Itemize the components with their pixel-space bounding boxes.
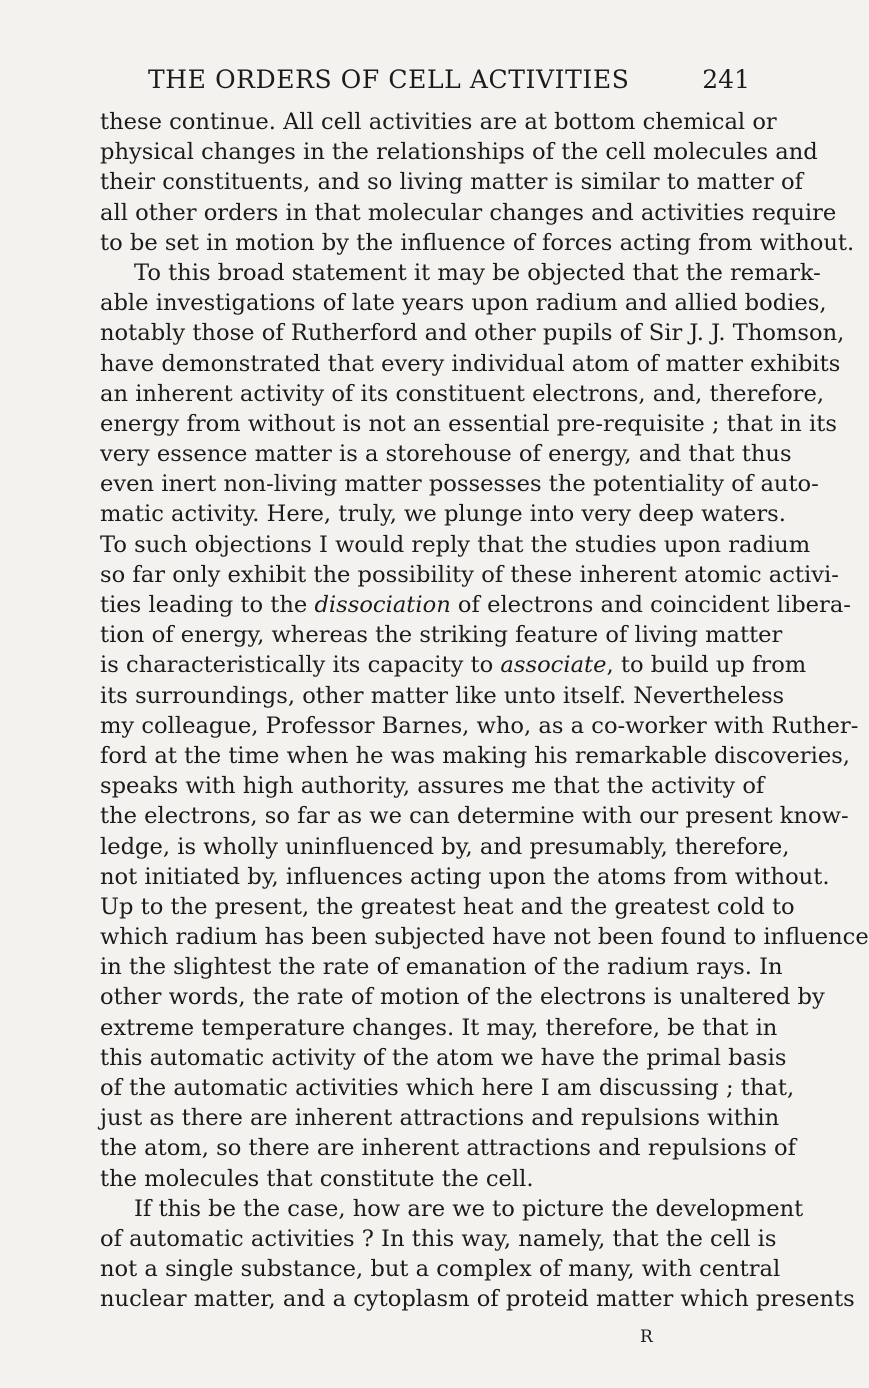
text-line-with-italic: ties leading to the dissociation of electrons and coincident libera-	[100, 592, 851, 618]
text-line: my colleague, Professor Barnes, who, as a co-worker with Ruther-	[100, 712, 859, 739]
text-line: all other orders in that molecular changes and activities require	[100, 199, 837, 226]
text-line: To this broad statement it may be objected that the remark-	[134, 259, 821, 286]
text-line: these continue. All cell activities are at bottom chemical or	[100, 109, 777, 135]
text-line: extreme temperature changes. It may, therefore, be that in	[100, 1014, 778, 1041]
text-line: energy from without is not an essential pre-requisite ; that in its	[100, 410, 837, 437]
text-line: which radium has been subjected have not been found to influence	[100, 924, 869, 951]
text-line: other words, the rate of motion of the electrons is unaltered by	[100, 984, 825, 1011]
text-line: If this be the case, how are we to picture the development	[134, 1195, 804, 1222]
text-line: speaks with high authority, assures me that the activity of	[100, 773, 765, 800]
page-header	[100, 62, 750, 98]
text-line: of the automatic activities which here I am discussing ; that,	[100, 1075, 795, 1101]
text-line: its surroundings, other matter like unto itself. Nevertheless	[100, 682, 785, 709]
italic-term-associate: associate	[500, 652, 607, 679]
text-line: an inherent activity of its constituent electrons, and, therefore,	[100, 380, 825, 407]
text-line: the molecules that constitute the cell.	[100, 1165, 534, 1192]
text-line: ford at the time when he was making his remarkable discoveries,	[100, 742, 850, 769]
text-line: have demonstrated that every individual atom of matter exhibits	[100, 350, 841, 377]
body-text	[100, 107, 869, 1315]
text-line: nuclear matter, and a cytoplasm of proteid matter which presents	[100, 1286, 855, 1313]
text-line: this automatic activity of the atom we have the primal basis	[100, 1044, 787, 1071]
text-line: even inert non-living matter possesses the potentiality of auto-	[100, 471, 819, 498]
text-line: tion of energy, whereas the striking feature of living matter	[100, 622, 783, 649]
running-head: THE ORDERS OF CELL ACTIVITIES	[148, 65, 630, 94]
text-line: matic activity. Here, truly, we plunge into very deep waters.	[100, 501, 786, 528]
text-line: in the slightest the rate of emanation of the radium rays. In	[100, 954, 783, 981]
text-line: the electrons, so far as we can determine with our present know-	[100, 803, 849, 830]
text-line: Up to the present, the greatest heat and the greatest cold to	[100, 893, 795, 920]
text-line: ledge, is wholly uninfluenced by, and presumably, therefore,	[100, 833, 790, 860]
text-line: physical changes in the relationships of the cell molecules and	[100, 139, 818, 166]
text-line: very essence matter is a storehouse of energy, and that thus	[100, 441, 792, 468]
text-line: of automatic activities ? In this way, namely, that the cell is	[100, 1225, 777, 1252]
text-line: to be set in motion by the influence of forces acting from without.	[100, 229, 855, 256]
text-line: not initiated by, influences acting upon the atoms from without.	[100, 863, 830, 890]
text-line: To such objections I would reply that the studies upon radium	[100, 531, 811, 558]
italic-term-dissociation: dissociation	[314, 592, 451, 618]
text-line: not a single substance, but a complex of many, with central	[100, 1256, 781, 1283]
text-line: their constituents, and so living matter is similar to matter of	[100, 169, 803, 196]
text-line-with-italic: is characteristically its capacity to associate, to build up from	[100, 652, 807, 679]
page-number: 241	[702, 65, 750, 94]
text-line: able investigations of late years upon radium and allied bodies,	[100, 290, 827, 317]
text-line: so far only exhibit the possibility of these inherent atomic activi-	[100, 561, 839, 588]
text-line: notably those of Rutherford and other pupils of Sir J. J. Thomson,	[100, 320, 845, 347]
text-line: the atom, so there are inherent attractions and repulsions of	[100, 1135, 796, 1162]
text-line: just as there are inherent attractions and repulsions within	[100, 1105, 780, 1132]
signature-mark: R	[640, 1327, 654, 1347]
